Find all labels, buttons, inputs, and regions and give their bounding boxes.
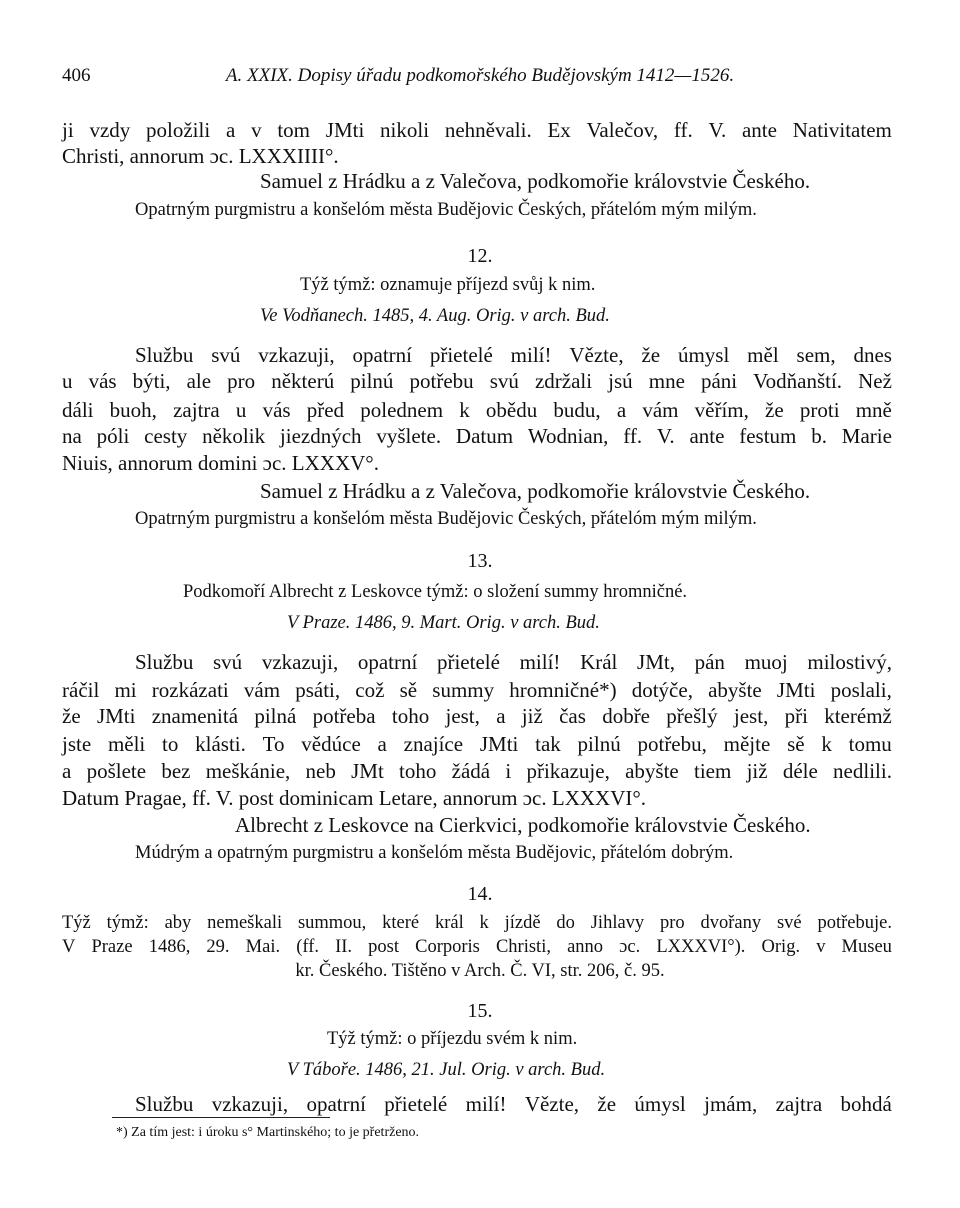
footnote: *) Za tím jest: i úroku s° Martinského; to je přetrženo. [116, 1125, 420, 1140]
letter-dating: Ve Vodňanech. 1485, 4. Aug. Orig. v arch. Bud. [260, 306, 610, 326]
letter-number: 15. [467, 1000, 493, 1022]
signature: Albrecht z Leskovce na Cierkvici, podkomořie královstvie Českého. [235, 813, 811, 837]
text-line: dáli buoh, zajtra u vás před polednem k obědu budu, a vám věřím, že proti mně [62, 398, 892, 422]
text-line: Službu vzkazuji, opatrní přietelé milí! Vězte, že úmysl jmám, zajtra bohdá [135, 1092, 892, 1116]
letter-summary: Týž týmž: o příjezdu svém k nim. [327, 1029, 578, 1049]
text-line: u vás býti, ale pro některú pilnú potřebu svú zdržali jsú mne páni Vodňanští. Než [62, 369, 892, 393]
text-line: a pošlete bez meškánie, neb JMt toho žádá i přikazuje, abyšte tiem již déle nedlili. [62, 759, 892, 783]
letter-number: 12. [467, 245, 493, 267]
text-line: že JMti znamenitá pilná potřeba toho jest, a již čas dobře přešlý jest, při kterémž [62, 704, 892, 728]
letter-summary: V Praze 1486, 29. Mai. (ff. II. post Corporis Christi, anno ɔc. LXXXVI°). Orig. v Museu [62, 937, 892, 957]
signature: Samuel z Hrádku a z Valečova, podkomořie královstvie Českého. [260, 169, 811, 193]
text-line: na póli cesty několik jiezdných vyšlete. Datum Wodnian, ff. V. ante festum b. Marie [62, 424, 892, 448]
letter-dating: V Táboře. 1486, 21. Jul. Orig. v arch. Bud. [287, 1060, 606, 1080]
signature: Samuel z Hrádku a z Valečova, podkomořie královstvie Českého. [260, 479, 811, 503]
footnote-rule [112, 1117, 330, 1118]
text-line: Datum Pragae, ff. V. post dominicam Letare, annorum ɔc. LXXXVI°. [62, 786, 647, 810]
letter-summary: kr. Českého. Tištěno v Arch. Č. VI, str. 206, č. 95. [295, 961, 665, 981]
text-line: Službu svú vzkazuji, opatrní přietelé milí! Král JMt, pán muoj milostivý, [135, 650, 892, 674]
letter-dating: V Praze. 1486, 9. Mart. Orig. v arch. Bud. [287, 613, 600, 633]
page-number: 406 [62, 65, 91, 86]
text-line: ráčil mi rozkázati vám psáti, což sě summy hromničné*) dotýče, abyšte JMti poslali, [62, 678, 892, 702]
address: Opatrným purgmistru a konšelóm města Budějovic Českých, přátelóm mým milým. [135, 200, 757, 220]
address: Opatrným purgmistru a konšelóm města Budějovic Českých, přátelóm mým milým. [135, 509, 757, 529]
text-line: Niuis, annorum domini ɔc. LXXXV°. [62, 451, 379, 475]
letter-summary: Týž týmž: aby nemeškali summou, které král k jízdě do Jihlavy pro dvořany své potřebuje. [62, 913, 892, 933]
text-line: jste měli to klásti. To vědúce a znajíce JMti tak pilnú potřebu, mějte sě k tomu [62, 732, 892, 756]
letter-number: 13. [467, 550, 493, 572]
address: Múdrým a opatrným purgmistru a konšelóm města Budějovic, přátelóm dobrým. [135, 843, 734, 863]
letter-summary: Podkomoří Albrecht z Leskovce týmž: o složení summy hromničné. [183, 582, 688, 602]
text-line: ji vzdy položili a v tom JMti nikoli nehněvali. Ex Valečov, ff. V. ante Nativitatem [62, 118, 892, 142]
running-title: A. XXIX. Dopisy úřadu podkomořského Budějovským 1412—1526. [225, 65, 735, 86]
text-line: Službu svú vzkazuji, opatrní přietelé milí! Vězte, že úmysl měl sem, dnes [135, 343, 892, 367]
letter-number: 14. [467, 883, 493, 905]
text-line: Christi, annorum ɔc. LXXXIIII°. [62, 144, 339, 168]
letter-summary: Týž týmž: oznamuje příjezd svůj k nim. [300, 275, 596, 295]
